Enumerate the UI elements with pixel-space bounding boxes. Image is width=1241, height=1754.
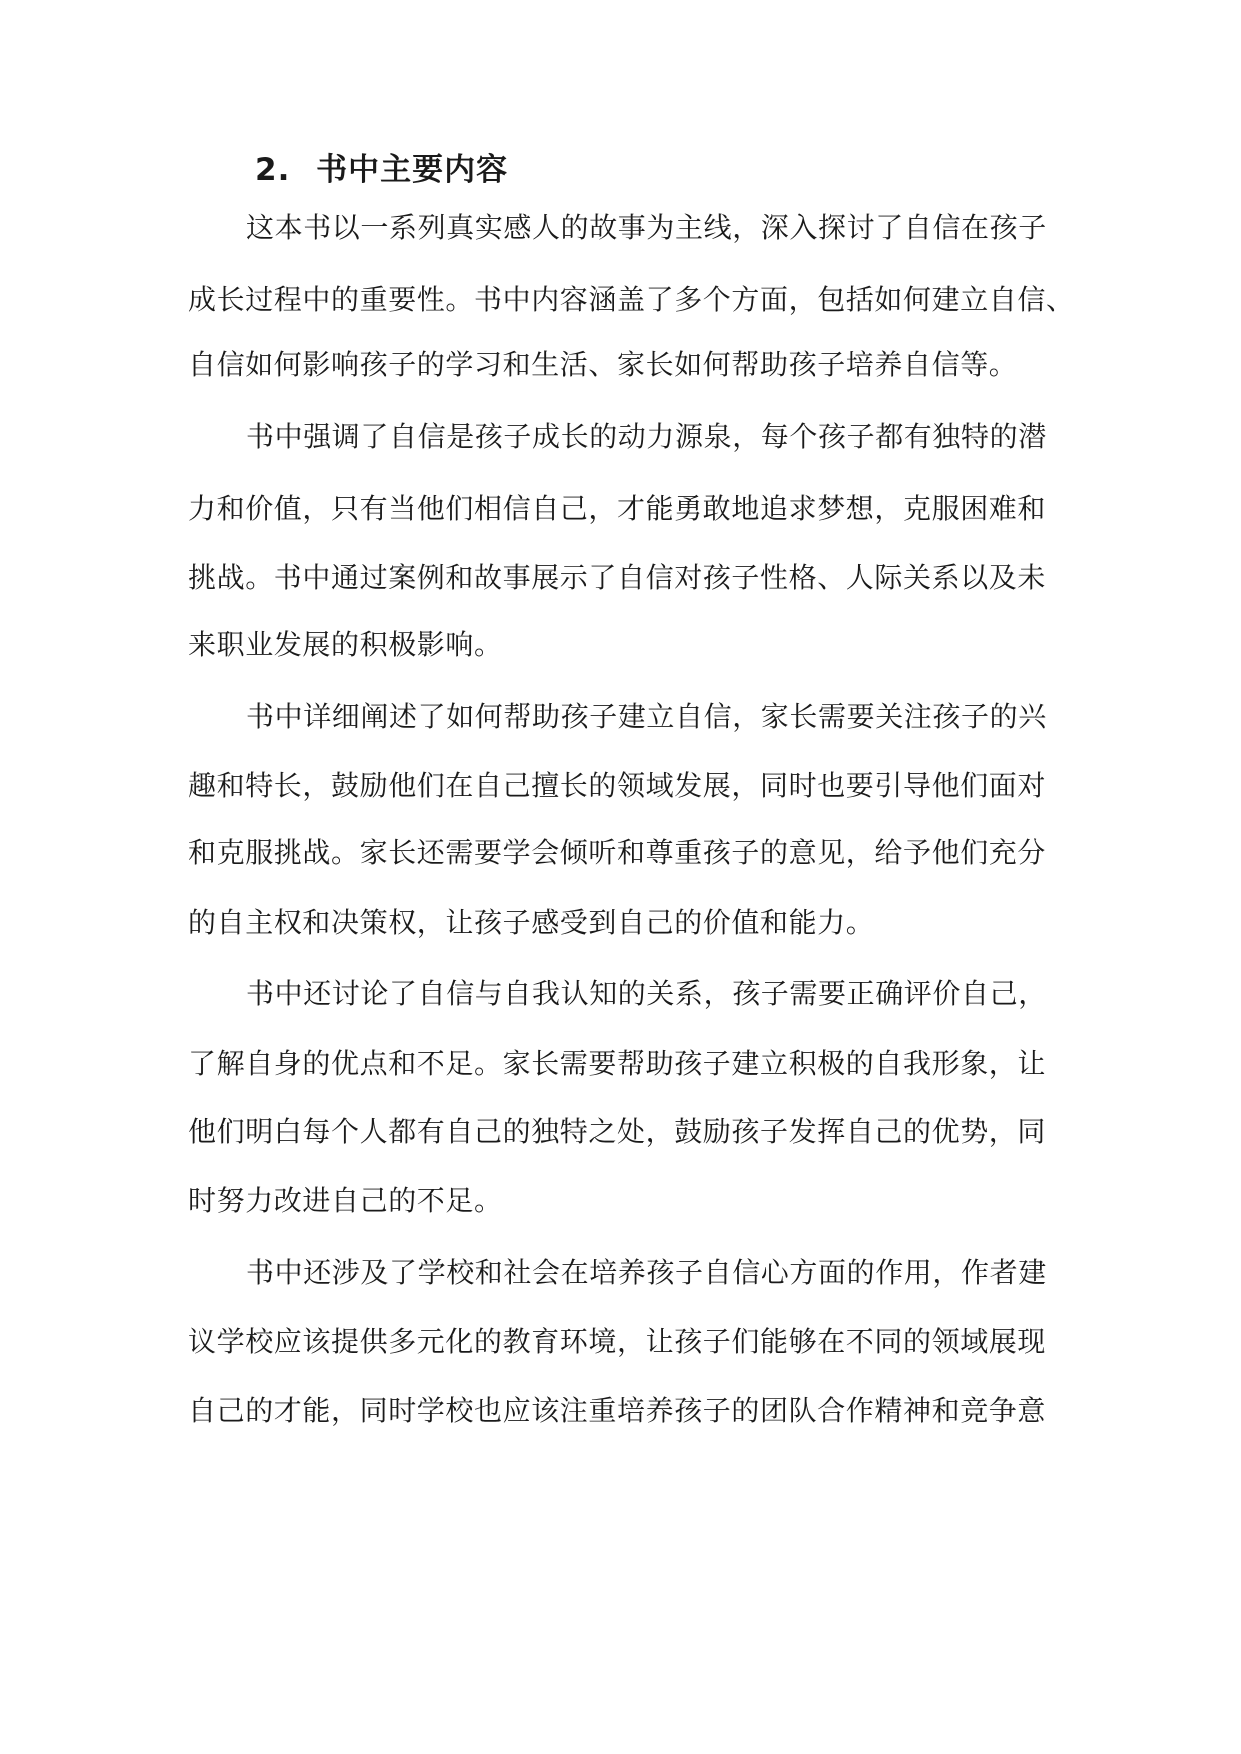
paragraph-5-line-2: 议学校应该提供多元化的教育环境，让孩子们能够在不同的领域展现 — [188, 1325, 1047, 1358]
paragraph-5-line-3: 自己的才能，同时学校也应该注重培养孩子的团队合作精神和竞争意 — [188, 1394, 1047, 1427]
paragraph-3-line-3: 和克服挑战。家长还需要学会倾听和尊重孩子的意见，给予他们充分 — [188, 836, 1047, 869]
paragraph-1-line-2: 成长过程中的重要性。书中内容涵盖了多个方面，包括如何建立自信、 — [188, 283, 1075, 316]
paragraph-5-line-1: 书中还涉及了学校和社会在培养孩子自信心方面的作用，作者建 — [246, 1256, 1047, 1289]
paragraph-2-line-3: 挑战。书中通过案例和故事展示了自信对孩子性格、人际关系以及未 — [188, 561, 1047, 594]
paragraph-4-line-2: 了解自身的优点和不足。家长需要帮助孩子建立积极的自我形象，让 — [188, 1047, 1047, 1080]
paragraph-2-line-1: 书中强调了自信是孩子成长的动力源泉，每个孩子都有独特的潜 — [246, 420, 1047, 453]
paragraph-1-line-1: 这本书以一系列真实感人的故事为主线，深入探讨了自信在孩子 — [246, 211, 1047, 244]
paragraph-3-line-2: 趣和特长，鼓励他们在自己擅长的领域发展，同时也要引导他们面对 — [188, 769, 1047, 802]
paragraph-2-line-2: 力和价值，只有当他们相信自己，才能勇敢地追求梦想，克服困难和 — [188, 492, 1047, 525]
paragraph-3-line-4: 的自主权和决策权，让孩子感受到自己的价值和能力。 — [188, 906, 875, 939]
section-heading — [255, 150, 508, 190]
paragraph-2-line-4: 来职业发展的积极影响。 — [188, 628, 503, 661]
paragraph-4-line-4: 时努力改进自己的不足。 — [188, 1184, 503, 1217]
paragraph-3-line-1: 书中详细阐述了如何帮助孩子建立自信，家长需要关注孩子的兴 — [246, 700, 1047, 733]
section-title: 书中主要内容 — [316, 152, 509, 188]
paragraph-4-line-1: 书中还讨论了自信与自我认知的关系，孩子需要正确评价自己， — [246, 977, 1047, 1010]
section-number: 2. — [255, 152, 291, 188]
paragraph-4-line-3: 他们明白每个人都有自己的独特之处，鼓励孩子发挥自己的优势，同 — [188, 1115, 1047, 1148]
paragraph-1-line-3: 自信如何影响孩子的学习和生活、家长如何帮助孩子培养自信等。 — [188, 348, 1018, 381]
